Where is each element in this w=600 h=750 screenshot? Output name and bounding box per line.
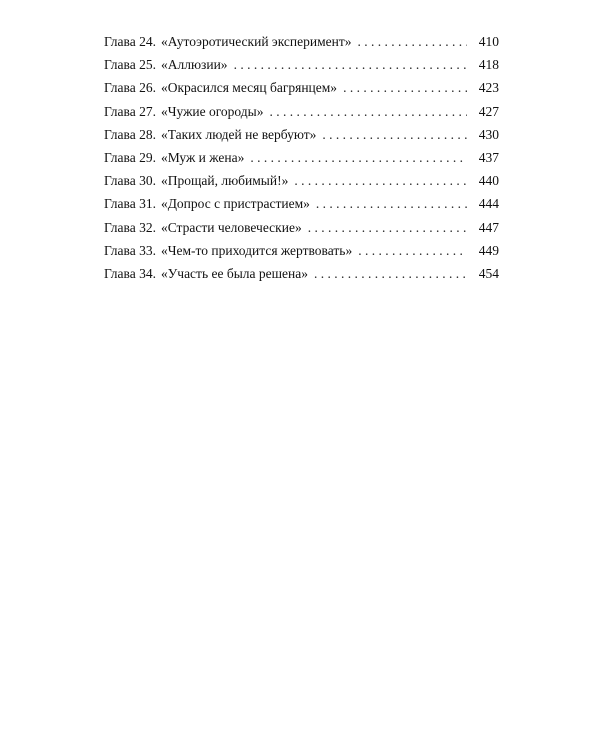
toc-dot-leader xyxy=(250,150,467,166)
toc-chapter-number: Глава 28. xyxy=(104,126,156,142)
toc-chapter-title: «Чем-то приходится жертвовать» xyxy=(160,242,353,258)
toc-chapter-title: «Таких людей не вербуют» xyxy=(160,126,317,142)
toc-chapter-title: «Допрос с пристрастием» xyxy=(160,196,310,212)
toc-page-number: 430 xyxy=(478,126,499,142)
toc-dot-leader xyxy=(343,80,467,96)
toc-chapter-title: «Страсти человеческие» xyxy=(160,219,302,235)
toc-dot-leader xyxy=(358,243,467,259)
toc-page-number: 440 xyxy=(478,173,499,189)
toc-entry xyxy=(104,150,499,173)
toc-entry xyxy=(104,173,499,196)
toc-chapter-number: Глава 26. xyxy=(104,80,156,96)
toc-entry xyxy=(104,266,499,289)
toc-dot-leader xyxy=(314,266,467,282)
toc-chapter-number: Глава 31. xyxy=(104,196,156,212)
toc-chapter-number: Глава 34. xyxy=(104,265,156,281)
toc-entry xyxy=(104,80,499,103)
toc-chapter-title: «Муж и жена» xyxy=(160,149,245,165)
toc-chapter-number: Глава 32. xyxy=(104,219,156,235)
toc-entry xyxy=(104,243,499,266)
toc-entry xyxy=(104,127,499,150)
toc-page-number: 410 xyxy=(478,34,499,49)
toc-chapter-title: «Чужие огороды» xyxy=(160,103,264,119)
toc-page-number: 418 xyxy=(478,57,499,73)
toc-entry xyxy=(104,196,499,219)
toc-entry xyxy=(104,220,499,243)
toc-chapter-number: Глава 30. xyxy=(104,173,156,189)
toc-dot-leader xyxy=(269,104,467,120)
toc-chapter-title: «Участь ее была решена» xyxy=(160,265,308,281)
toc-dot-leader xyxy=(308,220,467,236)
toc-chapter-number: Глава 25. xyxy=(104,57,156,73)
toc-chapter-number: Глава 33. xyxy=(104,242,156,258)
toc-chapter-title: «Аутоэротический эксперимент» xyxy=(160,34,352,49)
toc-dot-leader xyxy=(358,34,467,50)
toc-chapter-title: «Окрасился месяц багрянцем» xyxy=(160,80,338,96)
toc-page-number: 427 xyxy=(478,103,499,119)
toc-page-number: 447 xyxy=(478,219,499,235)
toc-chapter-title: «Прощай, любимый!» xyxy=(160,173,289,189)
toc-dot-leader xyxy=(294,173,467,189)
toc-entry xyxy=(104,57,499,80)
toc-page-number: 423 xyxy=(478,80,499,96)
table-of-contents xyxy=(104,34,499,289)
toc-page-number: 437 xyxy=(478,149,499,165)
toc-chapter-number: Глава 27. xyxy=(104,103,156,119)
toc-entry xyxy=(104,104,499,127)
toc-page-number: 454 xyxy=(478,265,499,281)
toc-page-number: 449 xyxy=(478,242,499,258)
toc-entry xyxy=(104,34,499,57)
toc-chapter-number: Глава 29. xyxy=(104,149,156,165)
toc-chapter-number: Глава 24. xyxy=(104,34,156,49)
toc-dot-leader xyxy=(322,127,467,143)
toc-dot-leader xyxy=(316,196,467,212)
toc-dot-leader xyxy=(234,57,467,73)
toc-page-number: 444 xyxy=(478,196,499,212)
toc-chapter-title: «Аллюзии» xyxy=(160,57,228,73)
